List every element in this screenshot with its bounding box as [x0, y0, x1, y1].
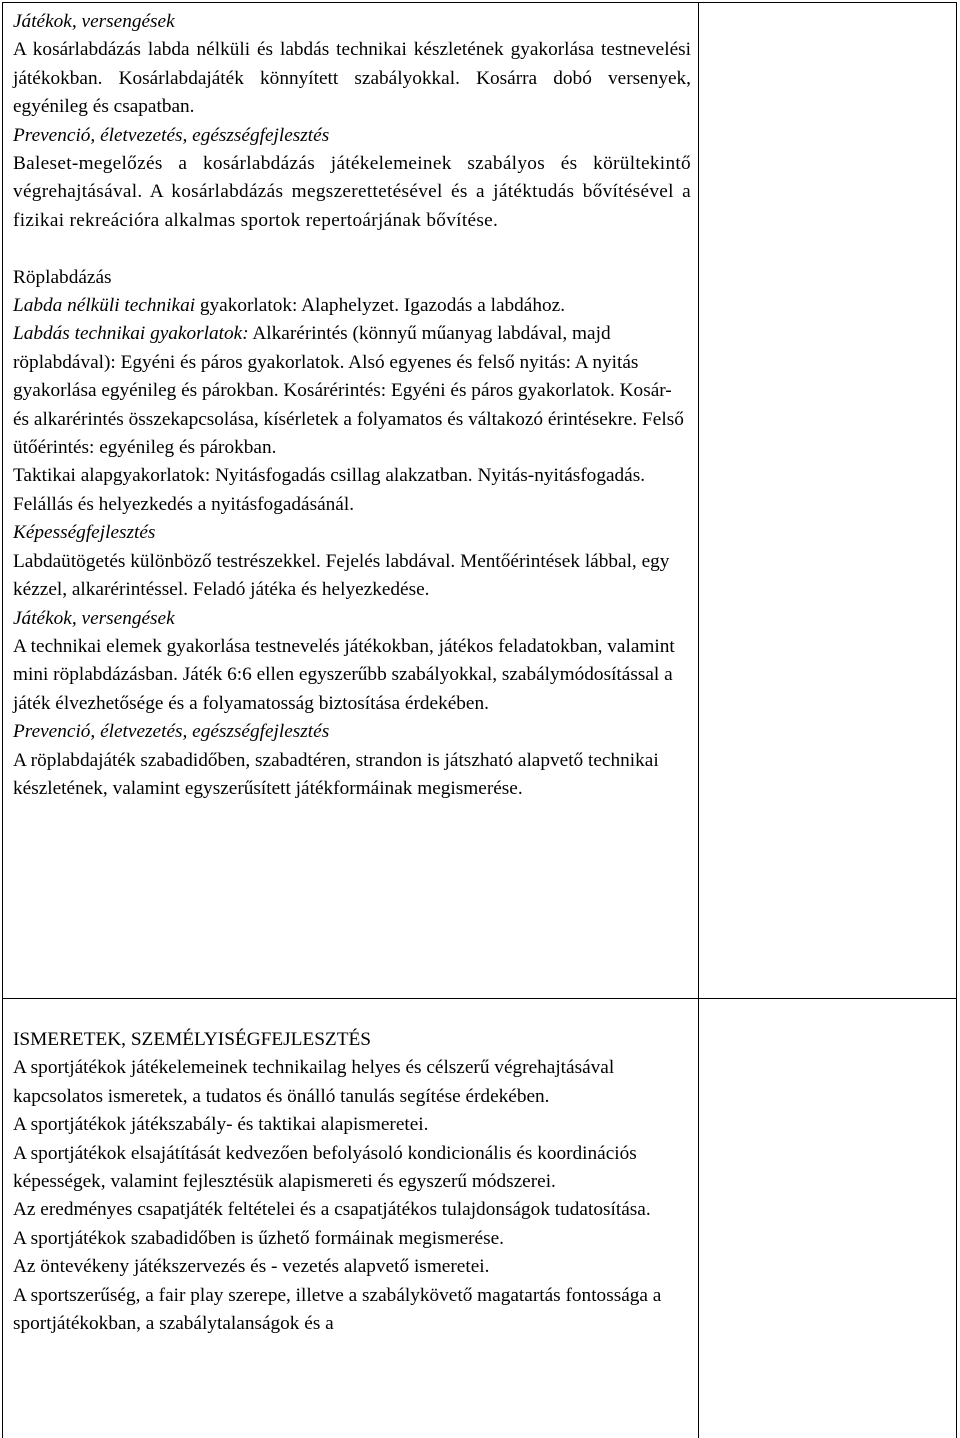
knowledge-title: ISMERETEK, SZEMÉLYISÉGFEJLESZTÉS — [13, 1029, 371, 1050]
heading-skills: Képességfejlesztés — [13, 522, 156, 544]
content-cell-bottom — [2, 998, 699, 1438]
basketball-prevention-text: Baleset-megelőzés a kosárlabdázás játékelemeinek szabályos és körültekintő végrehajtásával. A kosárlabdázás megszerettetésével és a játéktudás bővítésével a fizikai rekreációra alkalmas sportok repertoárjának bővítése. — [13, 153, 691, 231]
volleyball-games-text: A technikai elemek gyakorlása testnevelés játékokban, játékos feladatokban, valamint mini röplabdázásban. Játék 6:6 ellen egyszerűbb szabályokkal, szabálymódosítással a játék élvezhetősége és a folyamatosság biztosítása érdekében. — [13, 635, 675, 714]
heading-games-volleyball: Játékok, versengések — [13, 607, 175, 629]
volleyball-prevention-text: A röplabdajáték szabadidőben, szabadtéren, strandon is játszható alapvető technikai készletének, valamint egyszerűsített játékformáinak megismerése. — [13, 749, 659, 799]
side-cell-bottom — [698, 998, 957, 1438]
knowledge-item: Az eredményes csapatjáték feltételei és a csapatjátékos tulajdonságok tudatosítása. — [13, 1199, 651, 1221]
knowledge-item: A sportjátékok szabadidőben is űzhető formáinak megismerése. — [13, 1227, 504, 1249]
content-top — [13, 8, 691, 803]
no-ball-text: gyakorlatok: Alaphelyzet. Igazodás a labdához. — [195, 295, 566, 317]
no-ball-label: Labda nélküli technikai — [13, 295, 196, 317]
curriculum-table — [2, 2, 957, 1430]
content-bottom — [13, 1026, 693, 1338]
knowledge-item: Az öntevékeny játékszervezés és - vezetés alapvető ismeretei. — [13, 1256, 490, 1278]
knowledge-item: A sportjátékok elsajátítását kedvezően befolyásoló kondicionális és koordinációs képességek, valamint fejlesztésük alapismereti és egyszerű módszerei. — [13, 1142, 637, 1193]
side-cell-top — [698, 2, 957, 999]
heading-games-basketball: Játékok, versengések — [13, 11, 175, 32]
skills-text: Labdaütögetés különböző testrészekkel. Fejelés labdával. Mentőérintések lábbal, egy kézzel, alkarérintéssel. Feladó játéka és helyezkedése. — [13, 550, 670, 601]
knowledge-item: A sportszerűség, a fair play szerepe, illetve a szabálykövető magatartás fontossága a sportjátékokban, a szabálytalanságok és a — [13, 1284, 662, 1335]
volleyball-title: Röplabdázás — [13, 266, 112, 288]
spacer — [13, 235, 691, 263]
knowledge-item: A sportjátékok játékszabály- és taktikai alapismeretei. — [13, 1114, 429, 1136]
basketball-games-text: A kosárlabdázás labda nélküli és labdás technikai készletének gyakorlása testnevelési játékokban. Kosárlabdajáték könnyített szabályokkal. Kosárra dobó versenyek, egyénileg és csapatban. — [13, 39, 691, 118]
heading-prevention-volleyball: Prevenció, életvezetés, egészségfejlesztés — [13, 721, 330, 743]
volleyball-no-ball-paragraph — [13, 292, 691, 320]
content-cell-top — [2, 2, 699, 999]
ball-technique-label: Labdás technikai gyakorlatok: — [13, 323, 249, 345]
volleyball-ball-paragraph — [13, 320, 691, 462]
knowledge-item: A sportjátékok játékelemeinek technikailag helyes és célszerű végrehajtásával kapcsolatos ismeretek, a tudatos és önálló tanulás segítése érdekében. — [13, 1057, 615, 1107]
volleyball-tactics-text: Taktikai alapgyakorlatok: Nyitásfogadás csillag alakzatban. Nyitás-nyitásfogadás. Felállás és helyezkedés a nyitásfogadásánál. — [13, 465, 646, 515]
ball-technique-text: Alkarérintés (könnyű műanyag labdával, majd röplabdával): Egyéni és páros gyakorlatok. Alsó egyenes és felső nyitás: A nyitás gyakorlása egyénileg és párokban. Kosárérintés: Egyéni és páros gyakorlatok. Kosár- és alkarérintés összekapcsolása, kísérletek a folyamatos és váltakozó érintésekre. Felső ütőérintés: egyénileg és párokban. — [13, 323, 684, 459]
heading-prevention-basketball: Prevenció, életvezetés, egészségfejlesztés — [13, 124, 330, 146]
